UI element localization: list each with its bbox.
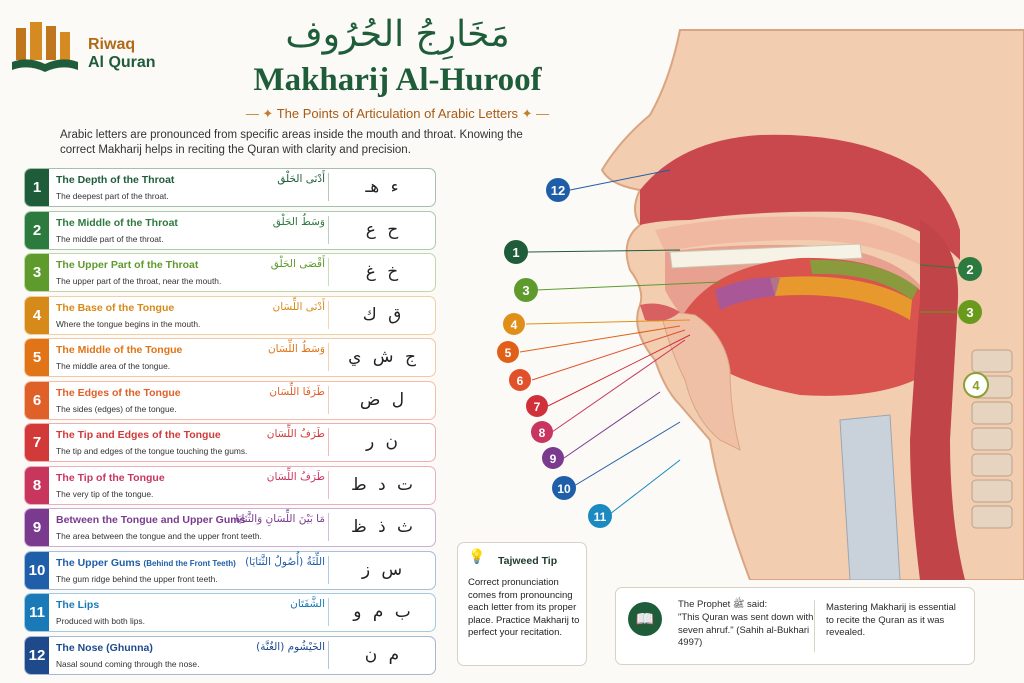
articulation-list — [24, 168, 436, 678]
row-description: Nasal sound coming through the nose. — [56, 658, 200, 669]
row-description: The deepest part of the throat. — [56, 191, 169, 201]
hadith-divider — [814, 600, 815, 652]
row-arabic-name: أَقْصَى الحَلْق — [270, 258, 325, 270]
row-name-text: The Lips — [56, 599, 100, 611]
row-number-badge: 11 — [25, 594, 49, 631]
row-number-badge: 8 — [25, 467, 49, 504]
mosque-book-icon — [8, 18, 82, 78]
marker-3-left — [514, 278, 538, 302]
marker-6 — [509, 369, 531, 391]
row-arabic-name: طَرَفُ اللِّسَان — [266, 470, 325, 483]
articulation-row — [24, 551, 436, 590]
row-arabic-name: طَرَفَا اللِّسَان — [269, 385, 325, 398]
row-name-text: The Base of the Tongue — [56, 301, 175, 314]
articulation-row — [24, 381, 436, 420]
svg-text:1: 1 — [512, 245, 520, 260]
marker-4-right — [964, 373, 988, 397]
row-description: The area between the tongue and the upper front teeth. — [56, 531, 262, 541]
articulation-row — [24, 508, 436, 547]
row-letters: م ن — [364, 644, 400, 665]
row-letters: خ غ — [365, 262, 399, 282]
articulation-row — [24, 466, 436, 505]
row-description: The sides (edges) of the tongue. — [56, 403, 177, 414]
row-number-badge: 7 — [25, 424, 49, 461]
row-arabic-name: الخَيْشُوم (الغُنَّة) — [256, 640, 325, 653]
articulation-row — [24, 253, 436, 292]
marker-2 — [958, 257, 982, 281]
row-letters: ن ر — [365, 432, 399, 452]
ornament-right-icon: ✦ — — [518, 106, 550, 121]
row-name — [56, 642, 153, 654]
row-letters: ث ذ ظ — [350, 517, 414, 537]
row-name-text: The Tip and Edges of the Tongue — [56, 429, 221, 441]
ornament-left-icon: — ✦ — [245, 106, 277, 121]
row-arabic-name: أَدْنَى اللِّسَان — [272, 300, 325, 313]
row-name-text: The Upper Gums — [56, 556, 141, 569]
row-number-badge: 9 — [25, 509, 49, 546]
hadith-note: Mastering Makharij is essential to recite the Quran as it was revealed. — [826, 602, 956, 638]
row-arabic-name: وَسَطُ الحَلْق — [272, 215, 325, 228]
trachea — [840, 415, 900, 580]
row-letters: ح ع — [365, 219, 399, 240]
row-arabic-name: اللِّثَةُ (أُصُولُ الثَّنَايَا) — [245, 555, 325, 568]
svg-text:6: 6 — [516, 374, 524, 388]
brand-logo — [8, 18, 158, 78]
row-letters: ب م و — [353, 602, 411, 622]
svg-text:9: 9 — [549, 452, 557, 466]
row-name-text: The Depth of the Throat — [56, 174, 175, 186]
svg-text:10: 10 — [557, 482, 571, 496]
row-arabic-name: وَسَطُ اللِّسَان — [267, 343, 325, 355]
row-description: Where the tongue begins in the mouth. — [56, 318, 201, 329]
row-name — [56, 514, 245, 526]
row-name — [56, 344, 182, 356]
row-name-note: (Behind the Front Teeth) — [143, 558, 236, 568]
svg-text:8: 8 — [538, 426, 546, 440]
svg-text:4: 4 — [972, 378, 980, 393]
tip-body: Correct pronunciation comes from pronouncing each letter from its proper place. Practice Makharij to perfect your recitation. — [468, 577, 580, 638]
row-name — [56, 302, 174, 314]
row-arabic-name: الشَّفَتَان — [290, 598, 325, 610]
articulation-row — [24, 296, 436, 335]
articulation-row — [24, 338, 436, 377]
row-description: Produced with both lips. — [56, 616, 145, 626]
row-number-badge: 1 — [25, 169, 49, 206]
row-number-badge: 10 — [25, 552, 49, 589]
row-name-text: The Edges of the Tongue — [56, 386, 181, 399]
row-description: The upper part of the throat, near the mouth. — [56, 276, 222, 286]
subtitle-text: The Points of Articulation of Arabic Letters — [276, 106, 519, 121]
svg-text:4: 4 — [510, 318, 518, 332]
articulation-row — [24, 593, 436, 632]
row-letters: س ز — [361, 559, 403, 580]
articulation-row — [24, 211, 436, 250]
row-number-badge: 5 — [25, 339, 49, 376]
row-letters: ء هـ — [365, 177, 399, 197]
row-name — [56, 217, 178, 229]
row-number-badge: 6 — [25, 382, 49, 419]
reader-icon: 📖 — [628, 602, 662, 636]
row-name — [56, 557, 236, 569]
marker-11 — [588, 504, 612, 528]
row-name-text: The Middle of the Tongue — [56, 344, 183, 356]
svg-text:11: 11 — [593, 510, 607, 524]
row-name-text: The Nose (Ghunna) — [56, 641, 153, 654]
row-arabic-name: طَرَفُ اللِّسَان — [266, 428, 325, 440]
row-description: The middle part of the throat. — [56, 233, 164, 244]
row-name-text: The Middle of the Throat — [56, 216, 178, 229]
row-description: The middle area of the tongue. — [56, 361, 171, 371]
row-arabic-name: مَا بَيْنَ اللِّسَانِ وَالثَّنَايَا — [235, 513, 325, 525]
row-number-badge: 12 — [25, 637, 49, 674]
lightbulb-icon: 💡 — [468, 549, 486, 565]
row-number-badge: 4 — [25, 297, 49, 334]
marker-3-right — [958, 300, 982, 324]
tip-title: Tajweed Tip — [498, 555, 558, 567]
brand-name-line2: Al Quran — [88, 54, 156, 71]
hadith-box — [615, 587, 975, 665]
row-description: The gum ridge behind the upper front teeth. — [56, 573, 218, 584]
svg-text:2: 2 — [966, 262, 974, 277]
svg-text:12: 12 — [550, 183, 566, 198]
row-name — [56, 387, 181, 399]
row-name — [56, 174, 174, 186]
marker-1 — [504, 240, 528, 264]
title-english: Makharij Al-Huroof — [253, 62, 542, 98]
articulation-row — [24, 423, 436, 462]
brand-name-line1: Riwaq — [88, 36, 136, 53]
row-letters: ق ك — [362, 304, 402, 325]
row-number-badge: 2 — [25, 212, 49, 249]
row-letters: ج ش ي — [348, 347, 416, 367]
row-name — [56, 599, 99, 611]
svg-text:5: 5 — [504, 346, 512, 360]
row-name — [56, 472, 165, 484]
marker-9 — [542, 447, 564, 469]
row-description: The tip and edges of the tongue touching the gums. — [56, 446, 248, 456]
marker-7 — [526, 395, 548, 417]
row-number-badge: 3 — [25, 254, 49, 291]
row-name — [56, 259, 198, 271]
articulation-row — [24, 168, 436, 207]
marker-10 — [552, 476, 576, 500]
marker-8 — [531, 421, 553, 443]
marker-12 — [546, 178, 570, 202]
row-name-text: Between the Tongue and Upper Gums — [56, 514, 246, 526]
row-description: The very tip of the tongue. — [56, 488, 154, 499]
marker-4-left — [503, 313, 525, 335]
svg-text:3: 3 — [522, 283, 530, 298]
marker-5 — [497, 341, 519, 363]
row-letters: ل ض — [359, 389, 405, 410]
svg-text:7: 7 — [533, 400, 541, 414]
row-arabic-name: أَدْنَى الحَلْق — [277, 173, 325, 185]
row-name-text: The Tip of the Tongue — [56, 471, 165, 484]
intro-text: Arabic letters are pronounced from specific areas inside the mouth and throat. Knowing the correct Makharij helps in reciting the Quran with clarity and precision. — [60, 129, 523, 156]
articulation-row — [24, 636, 436, 675]
row-letters: ت د ط — [350, 474, 414, 495]
title-arabic: مَخَارِجُ الحُرُوف — [285, 14, 510, 55]
row-name — [56, 429, 221, 441]
hadith-quote: "This Quran was sent down with seven ahruf." (Sahih al-Bukhari 4997) — [678, 612, 814, 648]
svg-text:3: 3 — [966, 305, 974, 320]
row-name-text: The Upper Part of the Throat — [56, 259, 199, 271]
head-cross-section-diagram — [480, 20, 1024, 580]
hadith-prefix: The Prophet ﷺ said: — [678, 599, 768, 610]
